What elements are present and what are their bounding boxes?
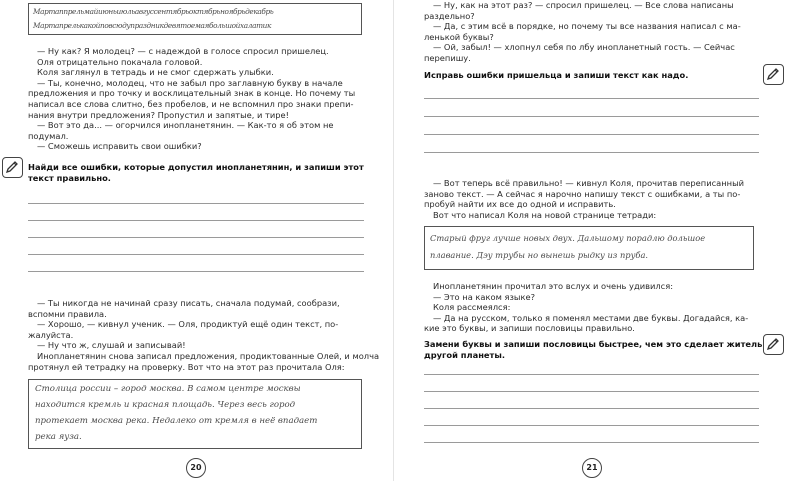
text-line: Оля отрицательно покачала головой. bbox=[37, 56, 203, 67]
task-3-instruction bbox=[424, 339, 764, 360]
dialog-block-4 bbox=[424, 178, 764, 220]
handwriting-line: Столица россии – город москва. В самом центре москвы bbox=[35, 384, 301, 394]
writing-line bbox=[28, 220, 364, 221]
writing-line bbox=[28, 271, 364, 272]
left-page bbox=[0, 0, 393, 481]
writing-lines-1 bbox=[28, 195, 364, 285]
text-line: раздельно? bbox=[424, 10, 475, 21]
text-line: — Вот теперь всё правильно! — кивнул Коля, прочитав переписанный bbox=[433, 178, 745, 188]
task-line: Исправь ошибки пришельца и запиши текст как надо. bbox=[424, 70, 689, 80]
text-line: — Ты, конечно, молодец, что не забыл про заглавную букву в начале bbox=[37, 77, 343, 88]
writing-line bbox=[424, 152, 759, 153]
text-line: — Ну, как на этот раз? — спросил пришелец. — Все слова написаны bbox=[433, 0, 734, 10]
handwriting-box-right bbox=[424, 226, 754, 270]
text-line: пробуй найти их все до одной и исправить. bbox=[424, 199, 616, 210]
text-line: Инопланетянин снова записал предложения, продиктованные Олей, и молча bbox=[37, 350, 380, 361]
dialog-block-3 bbox=[424, 0, 764, 64]
writing-line bbox=[28, 203, 364, 204]
dialog-block-5 bbox=[424, 281, 764, 334]
text-line: — Хорошо, — кивнул ученик. — Оля, продиктуй ещё один текст, по- bbox=[37, 319, 339, 330]
handwriting-line: река яуза. bbox=[35, 432, 82, 442]
dialog-block-1 bbox=[28, 46, 368, 152]
cipher-line-1: Мартаппрельмайиюньиюльавгуссентябрьоктябрьноябрьдекабрь bbox=[33, 7, 274, 16]
task-1-instruction bbox=[28, 162, 368, 183]
task-line: Замени буквы и запиши пословицы быстрее, чем это сделает житель bbox=[424, 339, 763, 349]
text-line: заново текст. — А сейчас я нарочно напишу текст с ошибками, а ты по- bbox=[424, 188, 741, 199]
writing-line bbox=[424, 391, 759, 392]
text-line: — Да, с этим всё в порядке, но почему ты все названия написал с ма- bbox=[433, 21, 741, 32]
text-line: — Сможешь исправить свои ошибки? bbox=[37, 141, 202, 152]
text-line: — Ты никогда не начинай сразу писать, сначала подумай, сообрази, bbox=[37, 298, 340, 308]
writing-line bbox=[424, 116, 759, 117]
text-line: — Да на русском, только я поменял местами две буквы. Догадайся, ка- bbox=[433, 312, 749, 323]
task-2-instruction bbox=[424, 70, 754, 81]
right-page bbox=[396, 0, 787, 481]
writing-line bbox=[28, 254, 364, 255]
writing-line bbox=[424, 408, 759, 409]
cipher-line-2: Мартапрелькакойповсюдупраздникдевятоемаябольшойхалатик bbox=[33, 21, 272, 30]
writing-line bbox=[424, 374, 759, 375]
page-number-left: 20 bbox=[186, 458, 206, 478]
writing-lines-2 bbox=[424, 90, 759, 170]
text-line: — Это на каком языке? bbox=[433, 291, 535, 302]
text-line: протянул ей тетрадку на проверку. Вот что на этот раз прочитала Оля: bbox=[28, 361, 345, 372]
task-line: текст правильно. bbox=[28, 172, 111, 183]
page-number-right: 21 bbox=[582, 458, 602, 478]
text-line: жалуйста. bbox=[28, 329, 74, 340]
writing-line bbox=[28, 237, 364, 238]
handwriting-box-left bbox=[28, 379, 362, 449]
cipher-box bbox=[28, 3, 362, 35]
pencil-icon bbox=[2, 157, 23, 178]
writing-lines-3 bbox=[424, 364, 759, 454]
page-divider bbox=[393, 0, 394, 481]
dialog-block-2 bbox=[28, 298, 380, 372]
text-line: — Ну как? Я молодец? — с надеждой в голосе спросил пришелец. bbox=[37, 46, 329, 56]
text-line: Инопланетянин прочитал это вслух и очень удивился: bbox=[433, 281, 674, 291]
text-line: перепишу. bbox=[424, 52, 471, 63]
handwriting-line: находится кремль и красная площадь. Через весь город bbox=[35, 400, 296, 410]
handwriting-line: плавание. Дэу трубы но вынешь рыдку из пруба. bbox=[430, 250, 649, 260]
text-line: Коля рассмеялся: bbox=[433, 302, 511, 313]
text-line: написал все слова слитно, без пробелов, и не вспомнил про знаки препи- bbox=[28, 98, 354, 109]
text-line: вспомни правила. bbox=[28, 308, 107, 319]
text-line: нания внутри предложения? Пропустил и запятые, и тире! bbox=[28, 109, 289, 120]
writing-line bbox=[424, 425, 759, 426]
writing-line bbox=[424, 98, 759, 99]
text-line: кие это буквы, и запиши пословицы правильно. bbox=[424, 323, 635, 334]
pencil-icon bbox=[763, 334, 784, 355]
text-line: ленькой буквы? bbox=[424, 31, 494, 42]
text-line: — Ой, забыл! — хлопнул себя по лбу инопланетный гость. — Сейчас bbox=[433, 42, 735, 53]
task-line: Найди все ошибки, которые допустил инопланетянин, и запиши этот bbox=[28, 162, 364, 172]
writing-line bbox=[424, 134, 759, 135]
handwriting-line: протекает москва река. Недалеко от кремля в неё впадает bbox=[35, 416, 318, 426]
text-line: — Ну что ж, слушай и записывай! bbox=[37, 340, 186, 351]
task-line: другой планеты. bbox=[424, 349, 506, 360]
text-line: — Вот это да... — огорчился инопланетянин. — Как-то я об этом не bbox=[37, 120, 334, 131]
text-line: предложения и про точку и восклицательный знак в конце. Но почему ты bbox=[28, 88, 356, 99]
text-line: Вот что написал Коля на новой странице тетради: bbox=[433, 209, 657, 220]
text-line: Коля заглянул в тетрадь и не смог сдержать улыбки. bbox=[37, 67, 274, 78]
handwriting-line: Старый фруг лучше новых двух. Дальшому порадлю дольшое bbox=[430, 233, 706, 243]
text-line: подумал. bbox=[28, 130, 69, 141]
pencil-icon bbox=[763, 64, 784, 85]
writing-line bbox=[424, 442, 759, 443]
